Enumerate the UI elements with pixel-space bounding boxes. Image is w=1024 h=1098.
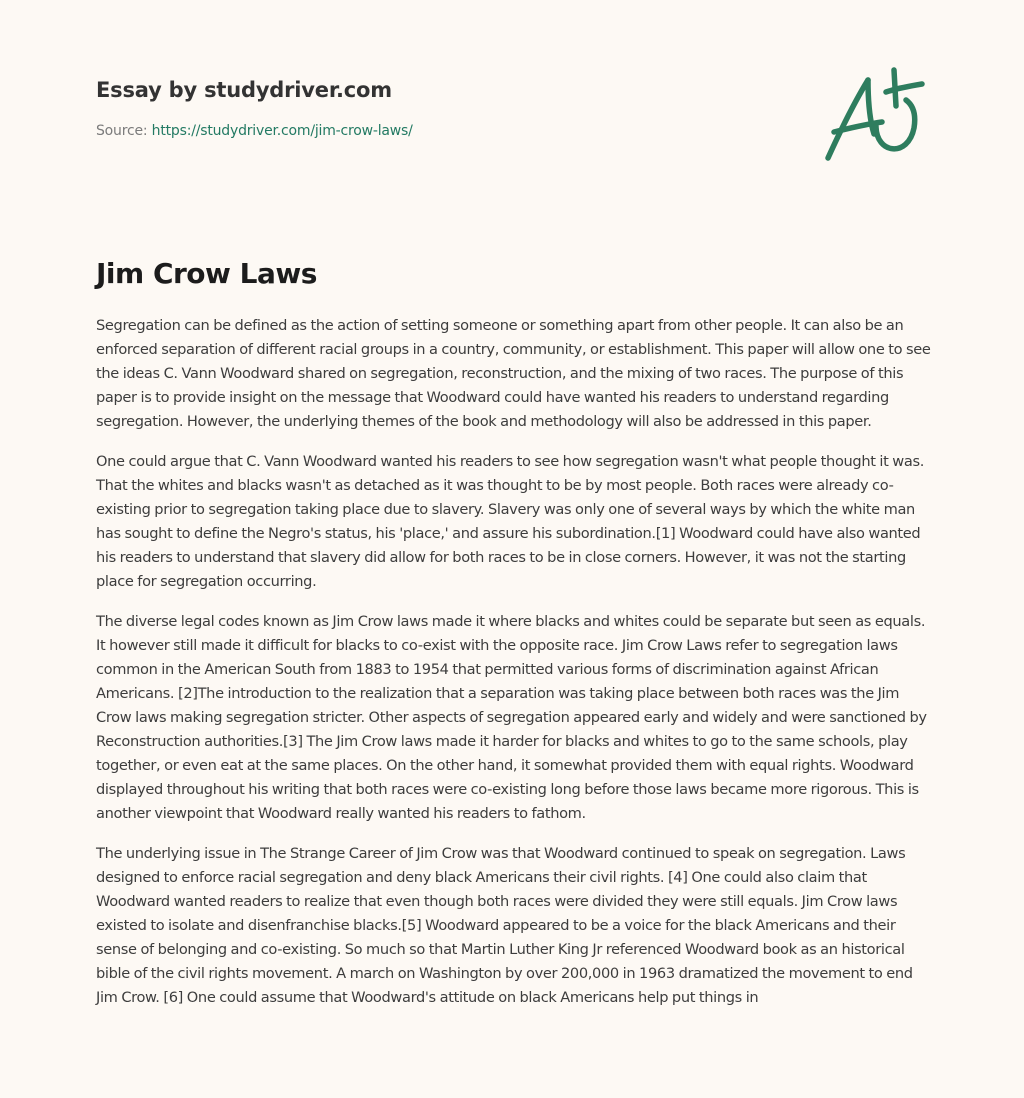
document-body <box>96 314 932 1026</box>
paragraph: One could argue that C. Vann Woodward wanted his readers to see how segregation wasn't what people thought it was. That the whites and blacks wasn't as detached as it was thought to be by most people. Both races were already co-existing prior to segregation taking place due to slavery. Slavery was only one of several ways by which the white man has sought to define the Negro's status, his 'place,' and assure his subordination.[1] Woodward could have also wanted his readers to understand that slavery did allow for both races to be in close corners. However, it was not the starting place for segregation occurring. <box>96 453 924 590</box>
paragraph: Segregation can be defined as the action of setting someone or something apart from other people. It can also be an enforced separation of different racial groups in a country, community, or establishment. This paper will allow one to see the ideas C. Vann Woodward shared on segregation, reconstruction, and the mixing of two races. The purpose of this paper is to provide insight on the message that Woodward could have wanted his readers to understand regarding segregation. However, the underlying themes of the book and methodology will also be addressed in this paper. <box>96 317 931 430</box>
paragraph: The diverse legal codes known as Jim Crow laws made it where blacks and whites could be separate but seen as equals. It however still made it difficult for blacks to co-exist with the opposite race. Jim Crow Laws refer to segregation laws common in the American South from 1883 to 1954 that permitted various forms of discrimination against African Americans. [2]The introduction to the realization that a separation was taking place between both races was the Jim Crow laws making segregation stricter. Other aspects of segregation appeared early and widely and were sanctioned by Reconstruction authorities.[3] The Jim Crow laws made it harder for blacks and whites to go to the same schools, play together, or even eat at the same places. On the other hand, it somewhat provided them with equal rights. Woodward displayed throughout his writing that both races were co-existing long before those laws became more rigorous. This is another viewpoint that Woodward really wanted his readers to fathom. <box>96 613 927 822</box>
site-title: Essay by studydriver.com <box>96 78 392 102</box>
paragraph: The underlying issue in The Strange Career of Jim Crow was that Woodward continued to speak on segregation. Laws designed to enforce racial segregation and deny black Americans their civil rights. [4] One could also claim that Woodward wanted readers to realize that even though both races were divided they were still equals. Jim Crow laws existed to isolate and disenfranchise blacks.[5] Woodward appeared to be a voice for the black Americans and their sense of belonging and co-existing. So much so that Martin Luther King Jr referenced Woodward book as an historical bible of the civil rights movement. A march on Washington by over 200,000 in 1963 dramatized the movement to end Jim Crow. [6] One could assume that Woodward's attitude on black Americans help put things in <box>96 845 913 1006</box>
source-line <box>96 121 796 141</box>
page-header <box>96 74 796 141</box>
a-plus-grade-icon <box>818 66 930 166</box>
source-link[interactable]: https://studydriver.com/jim-crow-laws/ <box>151 123 413 139</box>
source-label: Source: <box>96 123 152 139</box>
document-title: Jim Crow Laws <box>96 257 317 290</box>
